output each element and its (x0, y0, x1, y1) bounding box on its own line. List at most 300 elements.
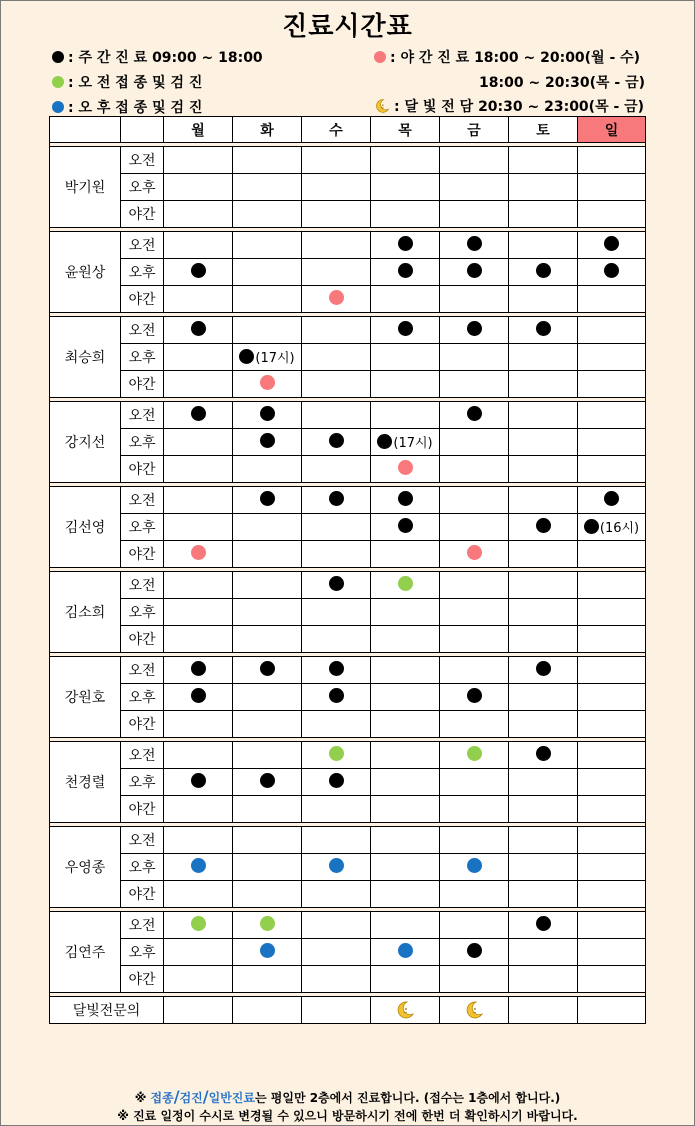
schedule-cell (440, 572, 509, 599)
schedule-cell (578, 541, 646, 568)
day-dot-icon (536, 518, 551, 533)
table-row (50, 599, 646, 626)
schedule-cell (509, 684, 578, 711)
schedule-cell (164, 201, 233, 228)
schedule-cell (440, 912, 509, 939)
footer-rest: 는 평일만 2층에서 진료합니다. (접수는 1층에서 합니다.) (254, 1091, 561, 1105)
schedule-cell (302, 626, 371, 653)
schedule-cell (440, 317, 509, 344)
schedule-cell (578, 147, 646, 174)
schedule-cell (371, 317, 440, 344)
doctor-name: 강지선 (50, 402, 121, 483)
schedule-cell (164, 286, 233, 313)
legend-moon-label: : 달 빛 전 담 20:30 ~ 23:00(목 - 금) (394, 99, 645, 115)
schedule-cell (371, 769, 440, 796)
legend-day-label: : 주 간 진 료 09:00 ~ 18:00 (68, 50, 263, 66)
morning-vax-dot-icon (191, 916, 206, 931)
footer-prefix: ※ (134, 1091, 151, 1105)
legend-night-label: : 야 간 진 료 18:00 ~ 20:00(월 - 수) (390, 50, 641, 66)
schedule-cell (371, 854, 440, 881)
day-dot-icon (191, 773, 206, 788)
schedule-cell (164, 881, 233, 908)
schedule-cell (371, 232, 440, 259)
day-dot-icon (260, 433, 275, 448)
table-row (50, 371, 646, 398)
schedule-cell (509, 286, 578, 313)
table-row (50, 939, 646, 966)
schedule-cell (233, 599, 302, 626)
schedule-cell (233, 966, 302, 993)
schedule-cell (371, 684, 440, 711)
period-label: 오후 (121, 514, 164, 541)
day-dot-icon (398, 491, 413, 506)
schedule-cell (440, 769, 509, 796)
schedule-cell (233, 371, 302, 398)
day-header: 수 (302, 117, 371, 143)
schedule-table (49, 116, 646, 1024)
schedule-cell (578, 487, 646, 514)
schedule-cell (578, 402, 646, 429)
schedule-cell (164, 769, 233, 796)
schedule-cell (164, 966, 233, 993)
schedule-cell (440, 259, 509, 286)
schedule-cell (371, 541, 440, 568)
schedule-cell (302, 854, 371, 881)
footer-note-1 (0, 1087, 695, 1106)
moonlight-cell (509, 997, 578, 1024)
schedule-cell (233, 881, 302, 908)
header-blank (121, 117, 164, 143)
day-header: 월 (164, 117, 233, 143)
period-label: 야간 (121, 456, 164, 483)
schedule-cell (302, 912, 371, 939)
table-row (50, 769, 646, 796)
schedule-cell (233, 912, 302, 939)
schedule-cell (371, 429, 440, 456)
schedule-cell (164, 854, 233, 881)
schedule-cell (164, 572, 233, 599)
period-label: 야간 (121, 286, 164, 313)
schedule-cell (509, 201, 578, 228)
schedule-cell (302, 232, 371, 259)
schedule-cell (164, 657, 233, 684)
afternoon-vax-dot-icon (398, 943, 413, 958)
day-dot-icon (377, 434, 392, 449)
schedule-cell (371, 286, 440, 313)
schedule-cell (509, 912, 578, 939)
period-label: 오후 (121, 259, 164, 286)
schedule-cell (302, 541, 371, 568)
schedule-cell (440, 487, 509, 514)
schedule-cell (509, 939, 578, 966)
schedule-cell (302, 657, 371, 684)
schedule-cell (509, 174, 578, 201)
period-label: 오후 (121, 599, 164, 626)
footer-general: 일반진료 (208, 1091, 255, 1105)
schedule-cell (164, 371, 233, 398)
period-label: 오전 (121, 572, 164, 599)
day-header: 일 (578, 117, 646, 143)
schedule-cell (371, 402, 440, 429)
schedule-cell (164, 541, 233, 568)
schedule-cell (371, 572, 440, 599)
schedule-cell (578, 201, 646, 228)
schedule-cell (302, 286, 371, 313)
night-dot-icon (398, 460, 413, 475)
schedule-cell (233, 711, 302, 738)
day-dot-icon (536, 916, 551, 931)
schedule-cell (164, 939, 233, 966)
schedule-cell (371, 201, 440, 228)
table-row (50, 429, 646, 456)
schedule-cell (371, 881, 440, 908)
schedule-cell (371, 796, 440, 823)
day-dot-icon (260, 661, 275, 676)
moonlight-cell (440, 997, 509, 1024)
schedule-cell (164, 684, 233, 711)
schedule-cell (578, 966, 646, 993)
day-dot-icon (191, 688, 206, 703)
schedule-cell (302, 769, 371, 796)
schedule-cell (578, 881, 646, 908)
table-row (50, 854, 646, 881)
blue-dot-icon (52, 101, 64, 113)
schedule-cell (509, 626, 578, 653)
schedule-cell (164, 742, 233, 769)
day-header: 금 (440, 117, 509, 143)
schedule-cell (578, 572, 646, 599)
day-header: 목 (371, 117, 440, 143)
schedule-cell (302, 939, 371, 966)
day-header: 토 (509, 117, 578, 143)
schedule-cell (164, 912, 233, 939)
period-label: 오전 (121, 742, 164, 769)
day-dot-icon (329, 688, 344, 703)
moonlight-cell (164, 997, 233, 1024)
header-blank (50, 117, 121, 143)
period-label: 오후 (121, 769, 164, 796)
schedule-cell (371, 259, 440, 286)
schedule-cell (302, 514, 371, 541)
day-dot-icon (260, 406, 275, 421)
schedule-cell (302, 402, 371, 429)
schedule-cell (233, 147, 302, 174)
moon-icon (464, 1000, 484, 1020)
day-dot-icon (536, 661, 551, 676)
legend-night-2 (479, 72, 645, 92)
schedule-cell (233, 259, 302, 286)
table-row (50, 827, 646, 854)
schedule-cell (509, 572, 578, 599)
schedule-cell (233, 827, 302, 854)
doctor-name: 김선영 (50, 487, 121, 568)
table-row (50, 232, 646, 259)
schedule-cell (164, 711, 233, 738)
schedule-cell (440, 881, 509, 908)
schedule-cell (233, 572, 302, 599)
day-dot-icon (536, 263, 551, 278)
schedule-cell (233, 796, 302, 823)
schedule-cell (440, 344, 509, 371)
table-row (50, 657, 646, 684)
day-dot-icon (191, 321, 206, 336)
table-row (50, 742, 646, 769)
schedule-cell (302, 344, 371, 371)
period-label: 야간 (121, 626, 164, 653)
day-dot-icon (329, 576, 344, 591)
schedule-cell (509, 599, 578, 626)
schedule-cell (509, 317, 578, 344)
schedule-cell (578, 796, 646, 823)
schedule-cell (233, 286, 302, 313)
schedule-cell (371, 456, 440, 483)
schedule-cell (233, 317, 302, 344)
schedule-cell (509, 371, 578, 398)
schedule-cell (509, 429, 578, 456)
schedule-cell (302, 456, 371, 483)
schedule-cell (440, 286, 509, 313)
time-note: (17시) (393, 435, 433, 451)
schedule-cell (371, 657, 440, 684)
schedule-cell (233, 541, 302, 568)
schedule-cell (371, 742, 440, 769)
schedule-cell (164, 626, 233, 653)
period-label: 야간 (121, 541, 164, 568)
afternoon-vax-dot-icon (260, 943, 275, 958)
doctor-name: 박기원 (50, 147, 121, 228)
day-dot-icon (467, 688, 482, 703)
table-row (50, 514, 646, 541)
table-row (50, 912, 646, 939)
schedule-cell (164, 174, 233, 201)
day-dot-icon (329, 661, 344, 676)
schedule-cell (578, 514, 646, 541)
table-row (50, 201, 646, 228)
time-note: (17시) (255, 350, 295, 366)
day-dot-icon (398, 236, 413, 251)
morning-vax-dot-icon (467, 746, 482, 761)
period-label: 오전 (121, 487, 164, 514)
schedule-cell (578, 657, 646, 684)
day-dot-icon (467, 263, 482, 278)
day-dot-icon (329, 433, 344, 448)
day-dot-icon (604, 236, 619, 251)
schedule-cell (164, 514, 233, 541)
moonlight-label: 달빛전문의 (50, 997, 164, 1024)
schedule-cell (440, 939, 509, 966)
schedule-cell (578, 317, 646, 344)
period-label: 오전 (121, 232, 164, 259)
schedule-cell (302, 147, 371, 174)
doctor-name: 우영종 (50, 827, 121, 908)
day-dot-icon (329, 491, 344, 506)
table-row (50, 966, 646, 993)
schedule-cell (578, 599, 646, 626)
table-row (50, 572, 646, 599)
schedule-cell (164, 232, 233, 259)
schedule-cell (509, 881, 578, 908)
footer-vax: 접종 (150, 1091, 174, 1105)
period-label: 야간 (121, 881, 164, 908)
schedule-cell (302, 796, 371, 823)
schedule-cell (233, 429, 302, 456)
schedule-cell (371, 147, 440, 174)
schedule-cell (371, 912, 440, 939)
period-label: 오후 (121, 939, 164, 966)
doctor-name: 윤원상 (50, 232, 121, 313)
schedule-cell (440, 796, 509, 823)
schedule-cell (302, 201, 371, 228)
schedule-cell (509, 456, 578, 483)
schedule-cell (509, 541, 578, 568)
schedule-cell (578, 912, 646, 939)
schedule-cell (440, 657, 509, 684)
schedule-cell (302, 827, 371, 854)
schedule-cell (233, 657, 302, 684)
table-row (50, 317, 646, 344)
schedule-cell (233, 487, 302, 514)
period-label: 오후 (121, 344, 164, 371)
table-row (50, 881, 646, 908)
schedule-cell (578, 684, 646, 711)
pink-dot-icon (374, 51, 386, 63)
legend-night (374, 47, 640, 67)
table-row (50, 147, 646, 174)
table-row (50, 344, 646, 371)
schedule-cell (578, 429, 646, 456)
day-dot-icon (536, 746, 551, 761)
day-dot-icon (398, 518, 413, 533)
period-label: 오전 (121, 317, 164, 344)
schedule-cell (302, 174, 371, 201)
schedule-cell (440, 371, 509, 398)
schedule-cell (371, 939, 440, 966)
schedule-cell (578, 371, 646, 398)
period-label: 오전 (121, 657, 164, 684)
moon-icon (374, 98, 390, 114)
period-label: 야간 (121, 711, 164, 738)
table-row (50, 174, 646, 201)
morning-vax-dot-icon (398, 576, 413, 591)
schedule-cell (578, 626, 646, 653)
schedule-cell (302, 487, 371, 514)
schedule-cell (440, 711, 509, 738)
schedule-cell (440, 541, 509, 568)
day-dot-icon (329, 773, 344, 788)
schedule-cell (371, 626, 440, 653)
schedule-cell (164, 487, 233, 514)
period-label: 오전 (121, 912, 164, 939)
day-dot-icon (467, 943, 482, 958)
period-label: 오전 (121, 827, 164, 854)
schedule-cell (440, 402, 509, 429)
period-label: 오후 (121, 429, 164, 456)
day-dot-icon (260, 491, 275, 506)
schedule-cell (440, 827, 509, 854)
night-dot-icon (191, 545, 206, 560)
schedule-cell (440, 599, 509, 626)
table-row (50, 259, 646, 286)
day-dot-icon (239, 349, 254, 364)
footer-note-2: ※ 진료 일정이 수시로 변경될 수 있으니 방문하시기 전에 한번 더 확인하시기 바랍니다. (117, 1109, 578, 1123)
period-label: 오후 (121, 174, 164, 201)
schedule-cell (509, 827, 578, 854)
footer-slash-1: / (173, 1087, 180, 1106)
period-label: 오전 (121, 147, 164, 174)
table-row (50, 286, 646, 313)
doctor-name: 김연주 (50, 912, 121, 993)
schedule-cell (509, 769, 578, 796)
doctor-name: 김소희 (50, 572, 121, 653)
schedule-cell (233, 402, 302, 429)
schedule-cell (509, 854, 578, 881)
legend-night-2-label: 18:00 ~ 20:30(목 - 금) (479, 75, 646, 91)
table-row (50, 711, 646, 738)
period-label: 오후 (121, 684, 164, 711)
morning-vax-dot-icon (329, 746, 344, 761)
day-dot-icon (398, 263, 413, 278)
legend-morning-vax (52, 72, 202, 92)
table-row (50, 684, 646, 711)
schedule-cell (302, 599, 371, 626)
day-dot-icon (536, 321, 551, 336)
night-dot-icon (260, 375, 275, 390)
schedule-cell (440, 626, 509, 653)
schedule-cell (233, 201, 302, 228)
schedule-cell (440, 174, 509, 201)
day-dot-icon (604, 263, 619, 278)
schedule-cell (509, 657, 578, 684)
schedule-cell (302, 572, 371, 599)
schedule-cell (371, 966, 440, 993)
schedule-cell (164, 147, 233, 174)
table-row (50, 402, 646, 429)
schedule-cell (233, 939, 302, 966)
schedule-cell (233, 684, 302, 711)
green-dot-icon (52, 76, 64, 88)
schedule-cell (509, 259, 578, 286)
schedule-cell (233, 344, 302, 371)
night-dot-icon (329, 290, 344, 305)
schedule-cell (578, 711, 646, 738)
schedule-cell (578, 232, 646, 259)
table-row (50, 626, 646, 653)
afternoon-vax-dot-icon (329, 858, 344, 873)
schedule-cell (440, 232, 509, 259)
schedule-cell (164, 402, 233, 429)
schedule-cell (578, 769, 646, 796)
moonlight-cell (233, 997, 302, 1024)
schedule-cell (509, 487, 578, 514)
schedule-cell (371, 514, 440, 541)
period-label: 야간 (121, 201, 164, 228)
schedule-cell (371, 599, 440, 626)
schedule-cell (440, 854, 509, 881)
day-dot-icon (604, 491, 619, 506)
schedule-cell (233, 456, 302, 483)
footer-slash-2: / (202, 1087, 209, 1106)
schedule-cell (509, 147, 578, 174)
schedule-cell (509, 514, 578, 541)
schedule-cell (233, 514, 302, 541)
moonlight-cell (578, 997, 646, 1024)
schedule-cell (578, 286, 646, 313)
footer-check: 검진 (179, 1091, 203, 1105)
schedule-cell (509, 796, 578, 823)
period-label: 오전 (121, 402, 164, 429)
schedule-cell (509, 711, 578, 738)
schedule-cell (164, 317, 233, 344)
